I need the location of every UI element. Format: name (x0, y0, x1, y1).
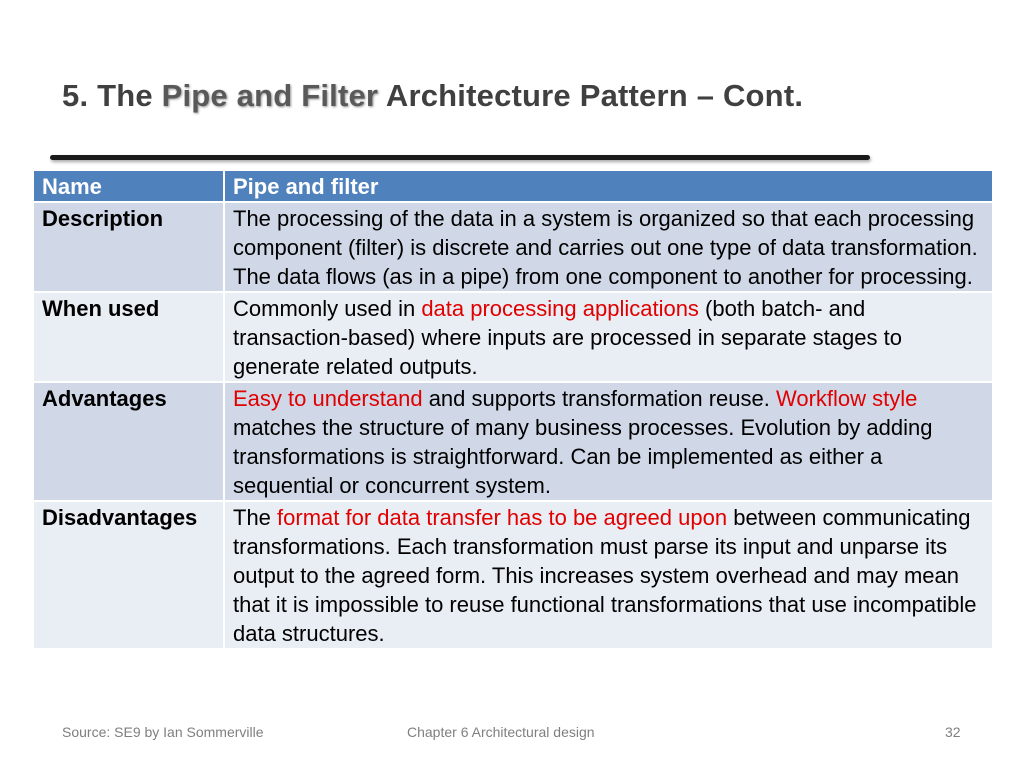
when-used-part-1: Commonly used in (233, 296, 422, 321)
title-highlight: Pipe and Filter (161, 78, 379, 113)
advantages-part-2: matches the structure of many business processes. Evolution by adding transformations is straightforward. Can be implemented as either a sequential or concurrent system. (233, 415, 933, 498)
slide-title (62, 78, 803, 114)
name-label: Name (33, 170, 224, 202)
advantages-highlight-2: Workflow style (776, 386, 918, 411)
footer-chapter: Chapter 6 Architectural design (407, 724, 595, 740)
table-row-disadvantages (33, 501, 993, 649)
table-row-advantages (33, 382, 993, 501)
disadvantages-text (224, 501, 993, 649)
disadvantages-part-1: The (233, 505, 278, 530)
disadvantages-part-2: between communicating transformations. Each transformation must parse its input and unparse its output to the agreed form. This increases system overhead and may mean that it is impossible to reuse functional transformations that use incompatible data structures. (233, 505, 977, 646)
description-label: Description (33, 202, 224, 292)
disadvantages-label: Disadvantages (33, 501, 224, 649)
title-underline (50, 155, 870, 160)
footer-page-number: 32 (945, 724, 961, 740)
name-value: Pipe and filter (224, 170, 993, 202)
advantages-part-1: and supports transformation reuse. (422, 386, 776, 411)
table-row-when-used (33, 292, 993, 382)
advantages-label: Advantages (33, 382, 224, 501)
title-prefix: 5. The (62, 78, 162, 113)
description-text: The processing of the data in a system is organized so that each processing component (filter) is discrete and carries out one type of data transformation. The data flows (as in a pipe) from one component to another for processing. (224, 202, 993, 292)
footer-source: Source: SE9 by Ian Sommerville (62, 724, 264, 740)
when-used-highlight: data processing applications (421, 296, 699, 321)
advantages-text (224, 382, 993, 501)
title-suffix: Architecture Pattern – Cont. (378, 78, 804, 113)
disadvantages-highlight: format for data transfer has to be agreed upon (277, 505, 728, 530)
advantages-highlight-1: Easy to understand (233, 386, 423, 411)
when-used-part-2: (both batch- and transaction-based) where inputs are processed in separate stages to generate related outputs. (233, 296, 902, 379)
when-used-label: When used (33, 292, 224, 382)
when-used-text (224, 292, 993, 382)
table-row-description (33, 202, 993, 292)
pattern-table (32, 169, 994, 650)
table-row-name (33, 170, 993, 202)
